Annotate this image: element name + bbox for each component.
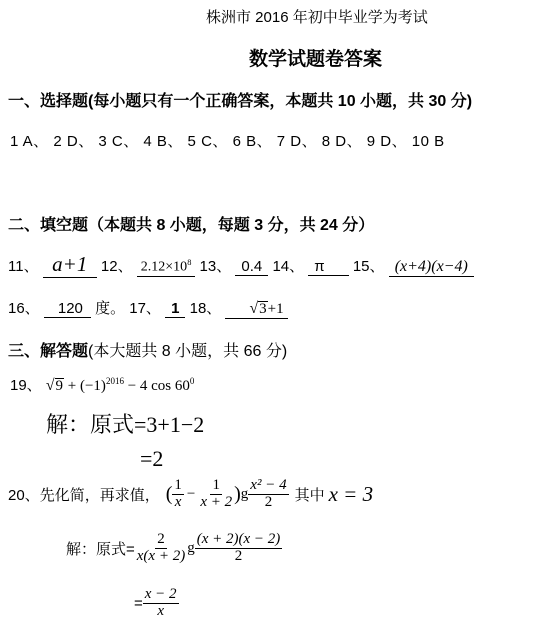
section3-heading <box>8 338 287 361</box>
section3-heading-prefix: 三、解答题 <box>8 343 89 360</box>
q15-answer: (x+4)(x−4) <box>389 258 474 277</box>
answer-title: 数学试题卷答案 <box>249 49 383 70</box>
q12-label: 12、 <box>100 258 133 275</box>
section1-heading-prefix: 一、选择题 <box>8 93 89 110</box>
q19-term2-exp: 2016 <box>105 376 124 386</box>
fill-in-row-2 <box>8 297 288 319</box>
q12-answer <box>137 258 196 277</box>
q19-solution-line1: 解：原式=3+1−2 <box>46 412 205 437</box>
q20-label: 20、 <box>8 486 40 504</box>
q19-radicand: 9 <box>55 378 64 394</box>
q19-solution-line2: =2 <box>140 446 164 471</box>
q19-term2: + (−1) <box>67 378 106 394</box>
q18-rest: +1 <box>267 301 284 317</box>
q20-fraction-3: $\frac{\text{x² − 4}}{2}$ <box>250 477 287 510</box>
q14-label: 14、 <box>272 258 305 275</box>
q20-condition-text: 其中 <box>294 486 325 504</box>
q19-term3: − 4 cos 60 <box>127 378 190 394</box>
q16-unit: 度。 <box>95 300 126 317</box>
section3-heading-rest: (本大题共 8 小题，共 66 分) <box>88 343 288 360</box>
section1-answers: 1 A、 2 D、 3 C、 4 B、 5 C、 6 B、 7 D、 8 D、 9 D、 10 B <box>10 133 445 150</box>
q12-exponent: 8 <box>187 258 192 268</box>
q20-sol-fraction-1: $\frac{2}{x(x + 2)}$ <box>136 531 186 564</box>
q20-fraction-2: $\frac{1}{x + 2}$ <box>200 477 233 510</box>
q20-problem: 20、 先化简，再求值， ( $\frac{1}{x}$ − $\frac{1}{x + 2}$ ) g $\frac{\text{x² − 4}}{2}$ 其中 x = 3 <box>8 477 374 510</box>
q11-answer: a+1 <box>43 252 97 278</box>
q19-label: 19、 <box>10 377 42 394</box>
q19-problem <box>10 374 194 395</box>
q17-label: 17、 <box>129 300 161 317</box>
q20-result-fraction: $\frac{x - 2}{x}$ <box>144 586 177 619</box>
q19-sqrt <box>46 378 64 395</box>
q20-g-symbol: g <box>240 485 249 502</box>
q20-fraction-1: $\frac{1}{x}$ <box>174 477 182 510</box>
q20-solution-step2 <box>134 587 179 620</box>
fill-in-row-1 <box>8 252 474 278</box>
q15-label: 15、 <box>352 258 385 275</box>
q18-answer <box>225 301 287 319</box>
q20-sol-fraction-2: $\frac{(x + 2)(x - 2)}{2}$ <box>196 531 281 564</box>
q13-label: 13、 <box>199 258 232 275</box>
radical-sign-icon: √ <box>45 377 55 394</box>
q19-expression <box>46 378 195 394</box>
q19-term3-exp: 0 <box>189 376 195 386</box>
q12-times: ×10 <box>165 260 188 275</box>
q20-sol-g-symbol: g <box>187 539 195 556</box>
q16-answer: 120 <box>44 300 91 318</box>
q20-prompt: 先化简，再求值， <box>39 486 160 504</box>
section1-heading <box>8 88 472 111</box>
q20-solution-step1 <box>66 532 282 565</box>
q20-result-eq: = <box>134 594 143 612</box>
q18-sqrt <box>249 301 267 318</box>
q20-condition-expr: x = 3 <box>328 481 374 506</box>
q18-radicand: 3 <box>259 301 267 317</box>
exam-title: 株洲市 2016 年初中毕业学为考试 <box>206 9 428 26</box>
section2-heading: 二、填空题（本题共 8 小题，每题 3 分，共 24 分） <box>8 217 375 234</box>
q16-label: 16、 <box>8 300 40 317</box>
q12-mantissa: 2.12 <box>140 260 166 275</box>
q18-label: 18、 <box>189 300 222 317</box>
section1-heading-rest: (每小题只有一个正确答案，本题共 10 小题，共 30 分) <box>88 93 473 110</box>
radical-sign-icon: √ <box>249 300 259 317</box>
q13-answer: 0.4 <box>235 258 268 276</box>
q11-label: 11、 <box>8 258 39 275</box>
q17-answer: 1 <box>165 300 185 318</box>
q20-sol-prefix: 解：原式= <box>66 540 135 558</box>
q14-answer: π <box>308 258 348 276</box>
